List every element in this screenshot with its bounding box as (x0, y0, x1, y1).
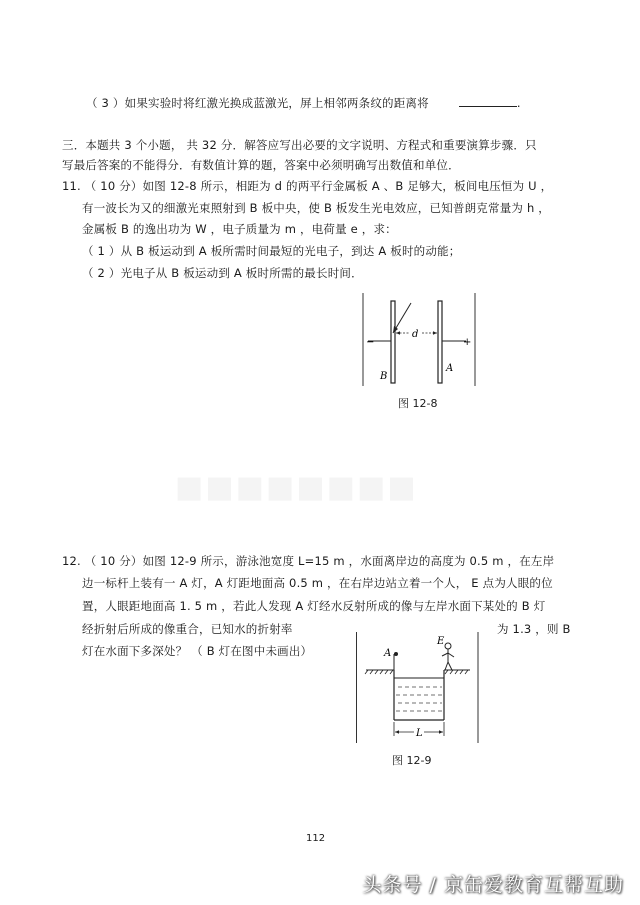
q10-part3 (86, 94, 521, 111)
ground-hatch-right (445, 670, 468, 674)
q11-line5: （ 2 ）光电子从 B 板运动到 A 板时所需的最长时间． (82, 266, 363, 280)
water-lines (396, 687, 442, 711)
figure-12-9-caption: 图 12-9 (392, 754, 432, 767)
q12-line4a: 经折射后所成的像重合，已知水的折射率 (82, 622, 293, 636)
q11-line1: 11. （ 10 分）如图 12-8 所示，相距为 d 的两平行金属板 A 、B 足够大，板间电压恒为 U ， (62, 179, 553, 193)
q12-line3: 置，人眼距地面高 1. 5 m ，若此人发现 A 灯经水反射所成的像与左岸水面下某处的 B 灯 (82, 599, 546, 613)
q10-part3-tail: . (516, 96, 521, 110)
label-e: E (437, 636, 445, 647)
q11-line4: （ 1 ）从 B 板运动到 A 板所需时间最短的光电子，到达 A 板时的动能； (82, 244, 461, 258)
faint-background-mark: ■■■■■■■■ (175, 470, 418, 505)
q12-line5: 灯在水面下多深处？ （ B 灯在图中未画出） (82, 644, 313, 658)
q12-line2: 边一标杆上装有一 A 灯，A 灯距地面高 0.5 m ，在右岸边站立着一个人， E 点为人眼的位 (82, 576, 553, 590)
label-d: d (412, 329, 419, 340)
label-b: B (380, 371, 388, 382)
q11-line3: 金属板 B 的逸出功为 W ，电子质量为 m ，电荷量 e ，求： (82, 222, 397, 236)
figure-12-8 (362, 293, 478, 387)
answer-blank (459, 94, 517, 107)
q12-line4b: 为 1.3 ，则 B (497, 622, 571, 636)
label-l: L (416, 728, 423, 739)
q10-part3-text: （ 3 ）如果实验时将红激光换成蓝激光，屏上相邻两条纹的距离将 (86, 96, 429, 110)
watermark: 头条号 / 京缶爱教育互帮互助 (362, 874, 624, 896)
section3-instructions-line1: 三．本题共 3 个小题， 共 32 分．解答应写出必要的文字说明、方程式和重要演算步骤．只 (62, 138, 537, 152)
label-a: A (446, 363, 454, 374)
ground-hatch-left (365, 670, 393, 674)
label-plus: + (463, 337, 472, 348)
lamp-a-icon (394, 652, 398, 656)
plate-b (391, 301, 395, 383)
page-number: 112 (306, 833, 326, 844)
section3-instructions-line2: 写最后答案的不能得分．有数值计算的题，答案中必须明确写出数值和单位． (62, 158, 460, 172)
label-a: A (384, 648, 392, 659)
plate-a (438, 301, 442, 383)
figure-12-9 (356, 632, 480, 744)
person-icon (442, 643, 454, 670)
label-minus: − (366, 337, 375, 348)
figure-12-8-caption: 图 12-8 (398, 397, 438, 410)
q11-line2: 有一波长为又的细激光束照射到 B 板中央，使 B 板发生光电效应，已知普朗克常量为 h ， (82, 201, 550, 215)
q12-line1: 12. （ 10 分）如图 12-9 所示，游泳池宽度 L=15 m ，水面离岸边的高度为 0.5 m ，在左岸 (62, 554, 555, 568)
